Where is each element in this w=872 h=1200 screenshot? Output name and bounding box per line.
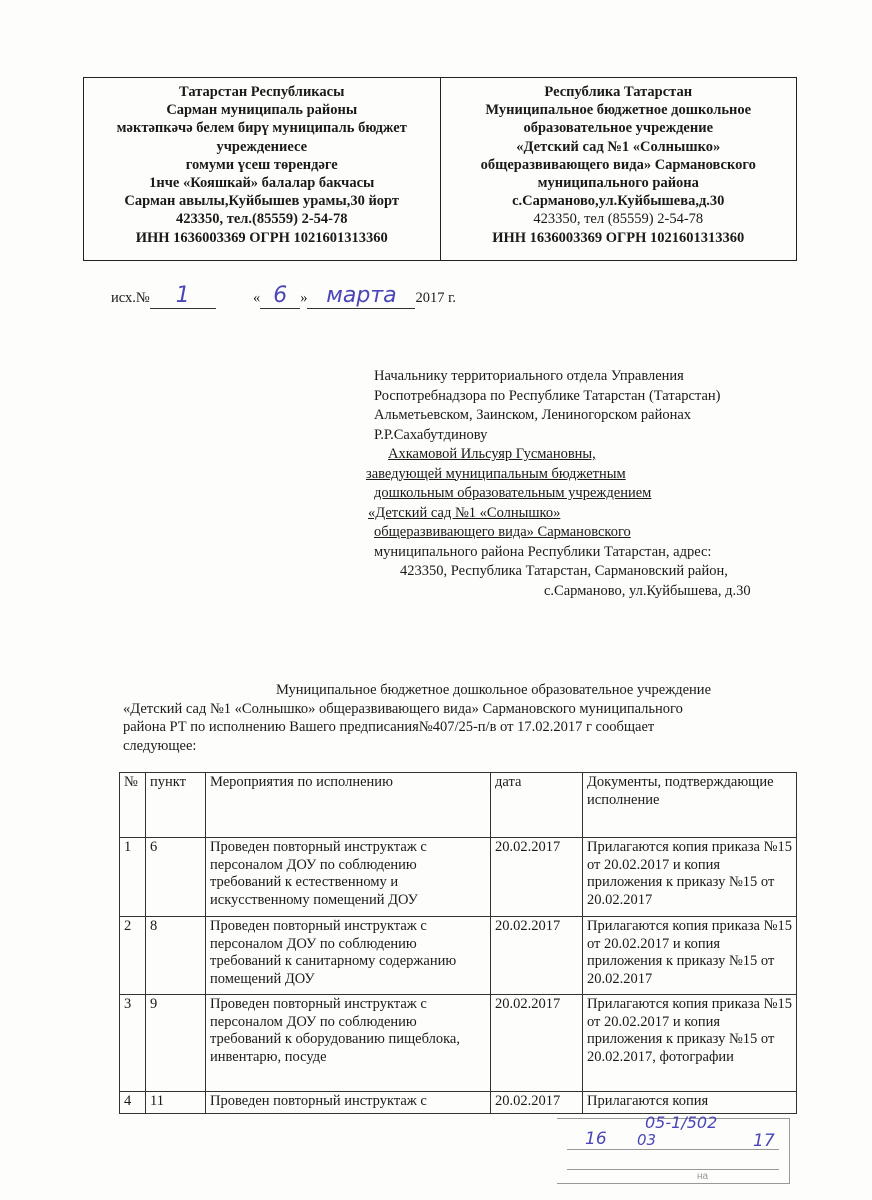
sender-line: дошкольным образовательным учреждением (374, 485, 652, 501)
cell-number: 4 (120, 1092, 146, 1114)
cell-documents: Прилагаются копия приказа №15 от 20.02.2017 и копия приложения к приказу №15 от 20.02.2017 (583, 838, 797, 917)
cell-number: 3 (120, 995, 146, 1092)
sender-line: «Детский сад №1 «Солнышко» (368, 504, 561, 521)
header-cell: пункт (146, 773, 206, 838)
stamp-year: 17 (753, 1131, 775, 1151)
table-row (120, 838, 797, 917)
stamp-number: 05-1/502 (645, 1113, 718, 1132)
cell-item: 6 (146, 838, 206, 917)
header-cell: Документы, подтверждающие исполнение (583, 773, 797, 838)
sender-line: муниципального района Республики Татарстан, адрес: (374, 543, 712, 560)
cell-documents: Прилагаются копия (583, 1092, 797, 1114)
letterhead-line: мәктәпкәчә белем бирү муниципаль бюджет (116, 120, 407, 137)
letterhead-line: 423350, тел.(85559) 2-54-78 (175, 211, 348, 228)
cell-measure: Проведен повторный инструктаж с персоналом ДОУ по соблюдению требований к санитарному содержанию помещений ДОУ (206, 917, 491, 995)
cell-item: 11 (146, 1092, 206, 1114)
letterhead-line: 423350, тел (85559) 2-54-78 (533, 211, 704, 228)
letterhead-line: Муниципальное бюджетное дошкольное (485, 102, 752, 119)
stamp-divider (567, 1149, 779, 1150)
stamp-divider (567, 1169, 779, 1170)
addressee-line: Роспотребнадзора по Республике Татарстан (Татарстан) (374, 387, 721, 404)
letterhead-line: Сарман авылы,Куйбышев урамы,30 йорт (124, 193, 400, 210)
letterhead (83, 77, 797, 261)
header-cell: Мероприятия по исполнению (206, 773, 491, 838)
cell-number: 2 (120, 917, 146, 995)
ref-prefix: исх.№ (111, 290, 150, 306)
ref-number: 1 (175, 283, 190, 308)
addressee-line: Альметьевском, Заинском, Лениногорском районах (374, 407, 692, 423)
cell-number: 1 (120, 838, 146, 917)
cell-date: 20.02.2017 (491, 838, 583, 917)
sender-address: 423350, Республика Татарстан, Сармановский район, (400, 563, 728, 579)
intro-paragraph (123, 681, 799, 755)
ref-month-blank (307, 283, 415, 309)
table-row (120, 1092, 797, 1114)
stamp-month: 03 (637, 1131, 657, 1149)
letterhead-line: ИНН 1636003369 ОГРН 1021601313360 (492, 229, 745, 246)
cell-item: 8 (146, 917, 206, 995)
cell-measure: Проведен повторный инструктаж с персоналом ДОУ по соблюдению требований к оборудованию пищеблока, инвентарю, посуде (206, 995, 491, 1092)
letterhead-line: образовательное учреждение (523, 120, 714, 137)
table-row (120, 917, 797, 995)
stamp-day: 16 (585, 1129, 607, 1149)
stamp-caption: на (697, 1171, 709, 1182)
intro-line: следующее: (123, 737, 197, 754)
header-cell: № (120, 773, 146, 838)
cell-measure: Проведен повторный инструктаж с персоналом ДОУ по соблюдению требований к естественному и искусственному помещений ДОУ (206, 838, 491, 917)
ref-year: 2017 г. (415, 290, 457, 306)
cell-item: 9 (146, 995, 206, 1092)
ref-day: 6 (273, 283, 288, 308)
letterhead-line: общеразвивающего вида» Сармановского (480, 156, 756, 173)
sender-name: Ахкамовой Ильсуяр Гусмановны, (388, 446, 596, 462)
sender-address: с.Сарманово, ул.Куйбышева, д.30 (544, 582, 751, 599)
ref-quote-open: « (252, 290, 261, 306)
cell-date: 20.02.2017 (491, 995, 583, 1092)
header-cell: дата (491, 773, 583, 838)
cell-date: 20.02.2017 (491, 917, 583, 995)
sender-line: заведующей муниципальным бюджетным (366, 465, 626, 482)
letterhead-line: Республика Татарстан (544, 84, 693, 100)
sender-line: общеразвивающего вида» Сармановского (374, 524, 631, 540)
addressee-line: Р.Р.Сахабутдинову (374, 426, 488, 443)
letterhead-line: 1нче «Кояшкай» балалар бакчасы (149, 175, 375, 192)
intro-line: «Детский сад №1 «Солнышко» общеразвивающего вида» Сармановского муниципального (123, 700, 683, 717)
table-header-row (120, 773, 797, 838)
intro-line: Муниципальное бюджетное дошкольное образовательное учреждение (276, 682, 711, 698)
ref-month: марта (326, 283, 397, 308)
measures-table (119, 772, 797, 1114)
intro-line: района РТ по исполнению Вашего предписания№407/25-п/в от 17.02.2017 г сообщает (123, 719, 655, 735)
cell-measure: Проведен повторный инструктаж с (206, 1092, 491, 1114)
cell-date: 20.02.2017 (491, 1092, 583, 1114)
addressee-line: Начальнику территориального отдела Управления (374, 368, 684, 384)
letterhead-line: муниципального района (537, 175, 699, 192)
letterhead-tatar (84, 78, 441, 260)
letterhead-russian (441, 78, 797, 260)
reference-line (111, 283, 456, 309)
ref-quote-close: » (300, 290, 308, 306)
letterhead-line: Сарман муниципаль районы (166, 102, 358, 119)
letterhead-line: «Детский сад №1 «Солнышко» (516, 138, 721, 155)
letterhead-line: Татарстан Республикасы (179, 84, 345, 100)
table-row (120, 995, 797, 1092)
ref-number-blank (150, 283, 216, 309)
addressee-block (366, 367, 794, 601)
letterhead-line: гомуми үсеш төрендәге (185, 156, 338, 173)
cell-documents: Прилагаются копия приказа №15 от 20.02.2017 и копия приложения к приказу №15 от 20.02.2017 (583, 917, 797, 995)
registration-stamp (557, 1113, 790, 1184)
letterhead-line: ИНН 1636003369 ОГРН 1021601313360 (135, 229, 388, 246)
ref-day-blank (260, 283, 300, 309)
cell-documents: Прилагаются копия приказа №15 от 20.02.2017 и копия приложения к приказу №15 от 20.02.2017, фотографии (583, 995, 797, 1092)
letterhead-line: с.Сарманово,ул.Куйбышева,д.30 (512, 193, 725, 210)
letterhead-line: учреждениесе (216, 138, 308, 155)
